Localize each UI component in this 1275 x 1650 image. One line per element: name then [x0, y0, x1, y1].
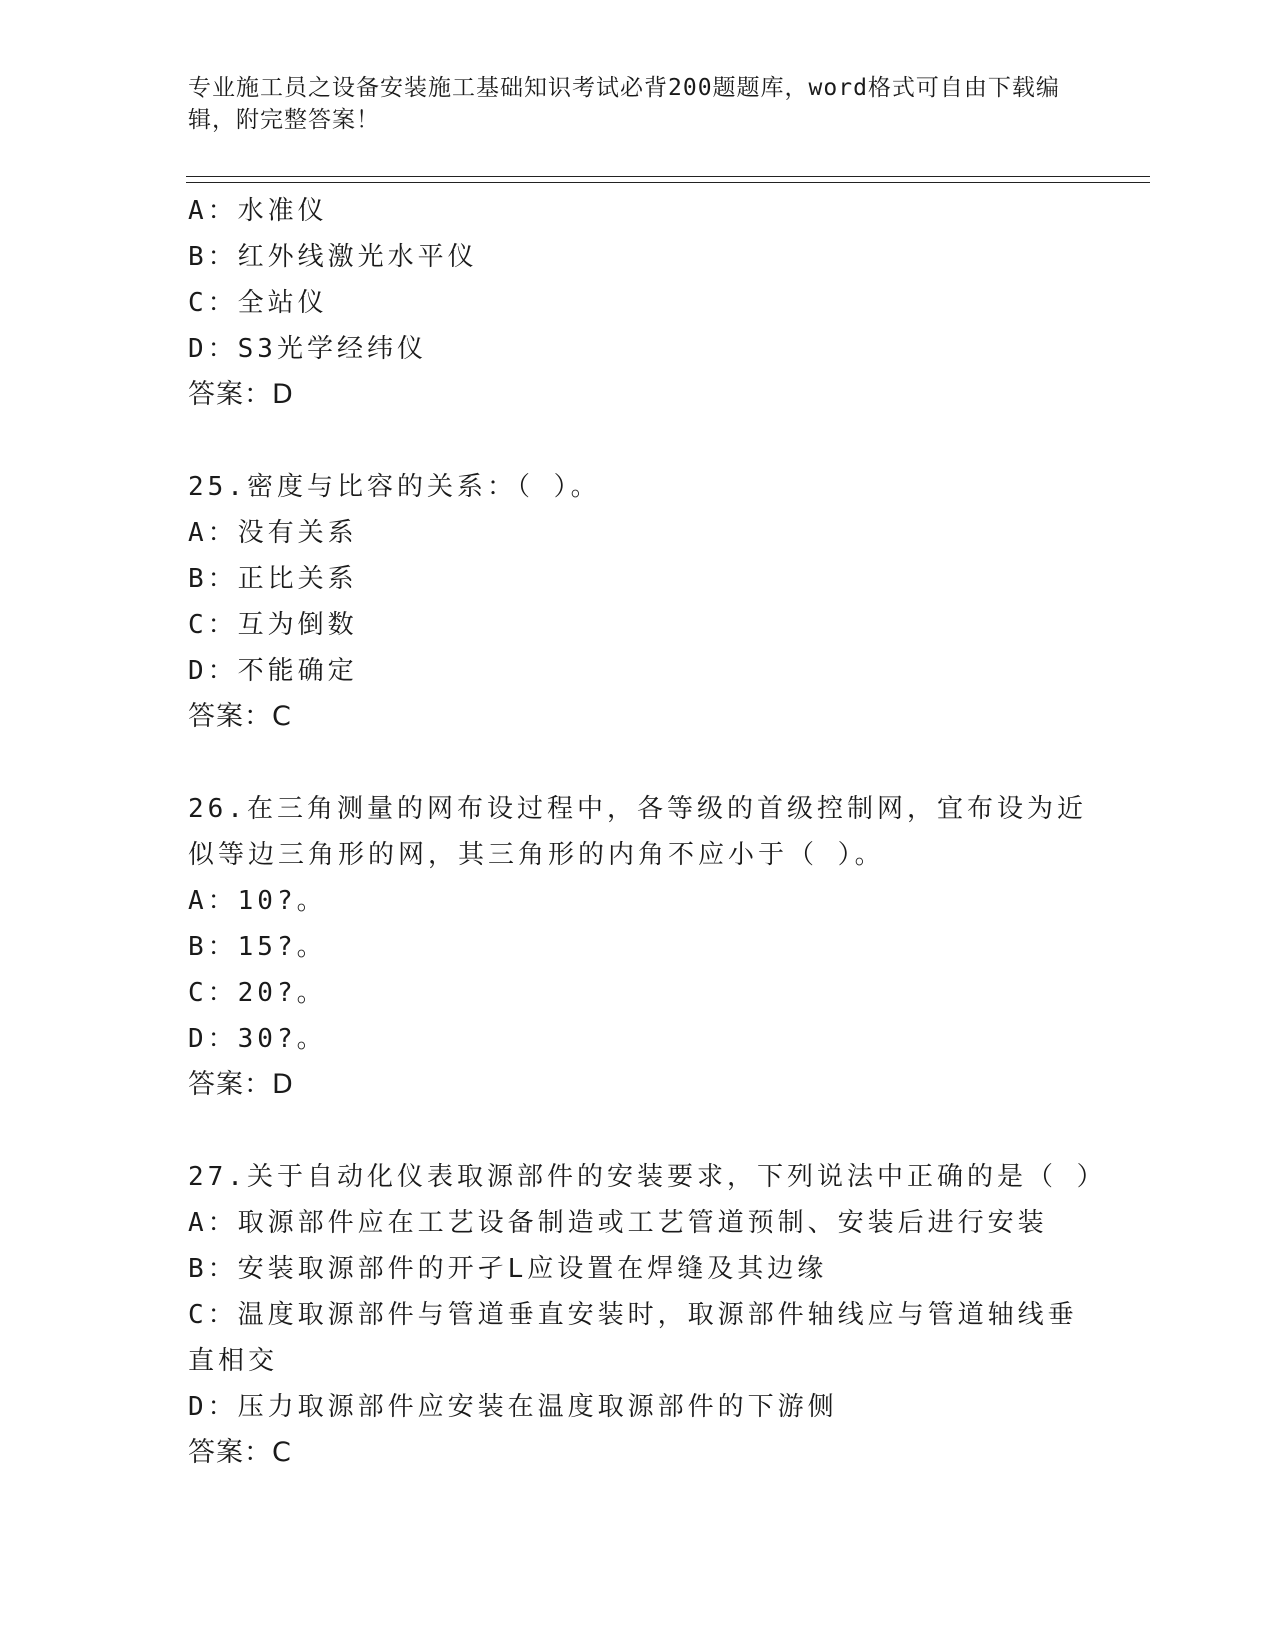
option-a: A：水准仪: [188, 196, 328, 226]
question-list: [188, 188, 1107, 1476]
question-text: 27.关于自动化仪表取源部件的安装要求，下列说法中正确的是（ ）: [188, 1162, 1107, 1192]
question-26: [188, 786, 1088, 1108]
option-a: A：取源部件应在工艺设备制造或工艺管道预制、安装后进行安装: [188, 1208, 1048, 1238]
option-c: C：20?。: [188, 978, 327, 1008]
option-a: A：没有关系: [188, 518, 358, 548]
option-b: B：15?。: [188, 932, 327, 962]
option-d: D：30?。: [188, 1024, 327, 1054]
header-divider-bottom: [186, 182, 1150, 183]
option-d: D：不能确定: [188, 656, 358, 686]
option-d: D：S3光学经纬仪: [188, 334, 427, 364]
header-divider-top: [186, 176, 1150, 177]
answer: 答案：C: [188, 1437, 292, 1468]
option-b: B：正比关系: [188, 564, 358, 594]
spacer: [188, 740, 1088, 786]
answer: 答案：D: [188, 379, 294, 410]
option-c: C：互为倒数: [188, 610, 358, 640]
question-25: [188, 464, 1088, 740]
option-c: C：全站仪: [188, 288, 328, 318]
spacer: [188, 1108, 1088, 1154]
option-d: D：压力取源部件应安装在温度取源部件的下游侧: [188, 1392, 838, 1422]
option-c: C：温度取源部件与管道垂直安装时，取源部件轴线应与管道轴线垂直相交: [188, 1300, 1078, 1376]
option-a: A：10?。: [188, 886, 327, 916]
question-text: 26.在三角测量的网布设过程中，各等级的首级控制网，宜布设为近似等边三角形的网，其三角形的内角不应小于（ ）。: [188, 794, 1087, 870]
question-24: [188, 188, 1088, 418]
option-b: B：红外线激光水平仪: [188, 242, 478, 272]
question-27: [188, 1154, 1107, 1476]
answer: 答案：C: [188, 701, 292, 732]
question-text: 25.密度与比容的关系：（ ）。: [188, 472, 601, 502]
answer: 答案：D: [188, 1069, 294, 1100]
option-b: B：安装取源部件的开孑L应设置在焊缝及其边缘: [188, 1254, 828, 1284]
document-header: 专业施工员之设备安装施工基础知识考试必背200题题库，word格式可自由下载编辑，附完整答案！: [188, 75, 1060, 133]
spacer: [188, 418, 1088, 464]
